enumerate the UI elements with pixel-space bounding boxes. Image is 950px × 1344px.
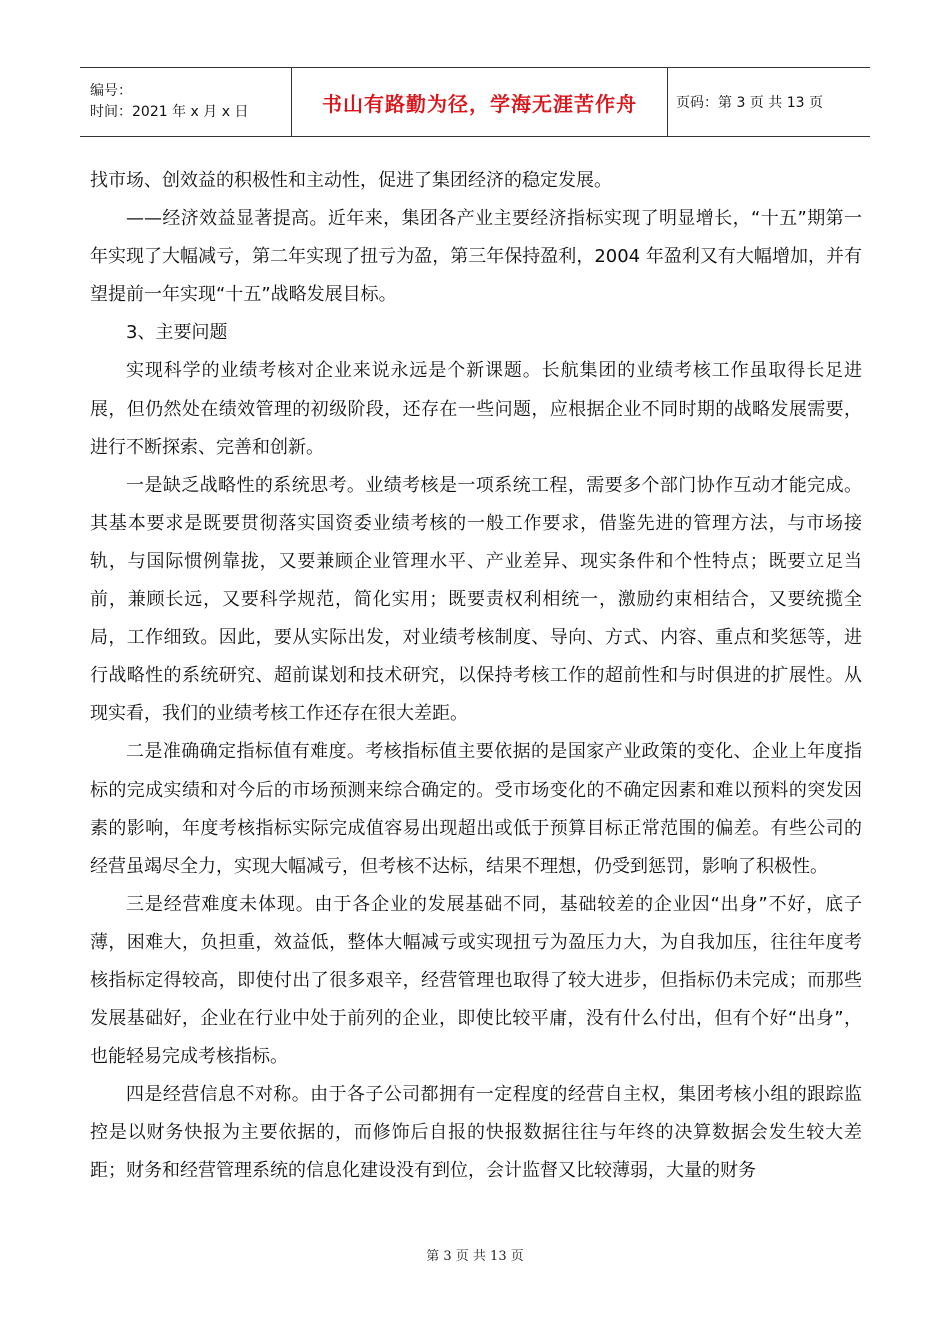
header-page-code: 页码：第 3 页 共 13 页 (676, 95, 823, 111)
page-header (80, 67, 870, 137)
paragraph: 找市场、创效益的积极性和主动性，促进了集团经济的稳定发展。 (90, 170, 612, 191)
paragraph: 一是缺乏战略性的系统思考。业绩考核是一项系统工程，需要多个部门协作互动才能完成。其基本要求是既要贯彻落实国资委业绩考核的一般工作要求，借鉴先进的管理方法，与市场接轨，与国际惯例靠拢，又要兼顾企业管理水平、产业差异、现实条件和个性特点；既要立足当前，兼顾长远，又要科学规范，简化实用；既要责权利相统一，激励约束相结合，又要统揽全局，工作细致。因此，要从实际出发，对业绩考核制度、导向、方式、内容、重点和奖惩等，进行战略性的系统研究、超前谋划和技术研究，以保持考核工作的超前性和与时俱进的扩展性。从现实看，我们的业绩考核工作还存在很大差距。 (90, 474, 862, 725)
paragraph: 实现科学的业绩考核对企业来说永远是个新课题。长航集团的业绩考核工作虽取得长足进展，但仍然处在绩效管理的初级阶段，还存在一些问题，应根据企业不同时期的战略发展需要，进行不断探索、完善和创新。 (90, 360, 862, 458)
document-date: 时间：2021 年 x 月 x 日 (90, 104, 249, 120)
paragraph: 二是准确确定指标值有难度。考核指标值主要依据的是国家产业政策的变化、企业上年度指标的完成实绩和对今后的市场预测来综合确定的。受市场变化的不确定因素和难以预料的突发因素的影响，年度考核指标实际完成值容易出现超出或低于预算目标正常范围的偏差。有些公司的经营虽竭尽全力，实现大幅减亏，但考核不达标，结果不理想，仍受到惩罚，影响了积极性。 (90, 741, 862, 877)
header-motto: 书山有路勤为径，学海无涯苦作舟 (322, 91, 637, 116)
header-page-code-cell (668, 68, 870, 136)
paragraph: 三是经营难度未体现。由于各企业的发展基础不同，基础较差的企业因“出身”不好，底子薄，困难大，负担重，效益低，整体大幅减亏或实现扭亏为盈压力大，为自我加压，往往年度考核指标定得较高，即使付出了很多艰辛，经营管理也取得了较大进步，但指标仍未完成；而那些发展基础好，企业在行业中处于前列的企业，即使比较平庸，没有什么付出，但有个好“出身”，也能轻易完成考核指标。 (90, 893, 862, 1068)
paragraph: ——经济效益显著提高。近年来，集团各产业主要经济指标实现了明显增长，“十五”期第一年实现了大幅减亏，第二年实现了扭亏为盈，第三年保持盈利，2004 年盈利又有大幅增加，并有望提前一年实现“十五”战略发展目标。 (90, 208, 862, 306)
paragraph: 四是经营信息不对称。由于各子公司都拥有一定程度的经营自主权，集团考核小组的跟踪监控是以财务快报为主要依据的，而修饰后自报的快报数据往往与年终的决算数据会发生较大差距；财务和经营管理系统的信息化建设没有到位，会计监督又比较薄弱，大量的财务 (90, 1084, 862, 1182)
page-footer: 第 3 页 共 13 页 (426, 1249, 524, 1264)
section-heading: 3、主要问题 (126, 322, 228, 344)
document-body (90, 162, 862, 1191)
document-number-label: 编号： (90, 83, 132, 99)
header-meta (80, 68, 292, 136)
header-motto-cell (292, 68, 668, 136)
